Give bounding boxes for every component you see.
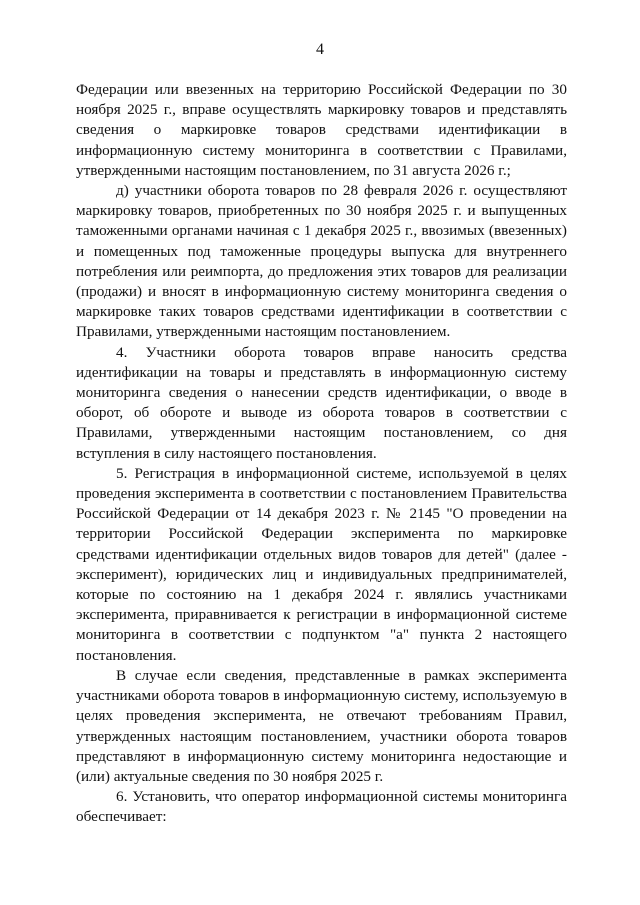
page-number: 4 — [316, 41, 324, 58]
paragraph-item-d: д) участники оборота товаров по 28 февраля 2026 г. осуществляют маркировку товаров, приобретенных по 30 ноября 2025 г. и выпущенных таможенными органами начиная с 1 декабря 2025 г., ввозимых (ввезенных) и помещенных под таможенные процедуры выпуска для внутреннего потребления или реимпорта, до предложения этих товаров для реализации (продажи) и вносят в информационную систему мониторинга сведения о маркировке таких товаров средствами идентификации в соответствии с Правилами, утвержденными настоящим постановлением. — [76, 182, 567, 341]
paragraph-point-5: 5. Регистрация в информационной системе, используемой в целях проведения эксперимента в соответствии с постановлением Правительства Российской Федерации от 14 декабря 2023 г. № 2145 "О проведении на территории Российской Федерации эксперимента по маркировке средствами идентификации отдельных видов товаров для детей" (далее - эксперимент), юридических лиц и индивидуальных предпринимателей, которые по состоянию на 1 декабря 2024 г. являлись участниками эксперимента, приравнивается к регистрации в информационной системе мониторинга в соответствии с подпунктом "а" пункта 2 настоящего постановления. — [76, 464, 567, 664]
paragraph-continuation: Федерации или ввезенных на территорию Российской Федерации по 30 ноября 2025 г., вправе осуществлять маркировку товаров и представлять сведения о маркировке товаров средствами идентификации в информационную систему мониторинга в соответствии с Правилами, утвержденными настоящим постановлением, по 31 августа 2026 г.; — [76, 81, 567, 179]
paragraph-point-5-continuation: В случае если сведения, представленные в рамках эксперимента участниками оборота товаров в информационную систему, используемую в целях проведения эксперимента, не отвечают требованиям Правил, утвержденных настоящим постановлением, участники оборота товаров представляют в информационную систему мониторинга недостающие и (или) актуальные сведения по 30 ноября 2025 г. — [76, 666, 567, 785]
paragraph-point-6: 6. Установить, что оператор информационной системы мониторинга обеспечивает: — [76, 788, 567, 826]
paragraph-point-4: 4. Участники оборота товаров вправе наносить средства идентификации на товары и представлять в информационную систему мониторинга сведения о нанесении средств идентификации, о вводе в оборот, об обороте и выводе из оборота товаров в соответствии с Правилами, утвержденными настоящим постановлением, со дня вступления в силу настоящего постановления. — [76, 343, 567, 462]
document-body — [76, 80, 567, 828]
